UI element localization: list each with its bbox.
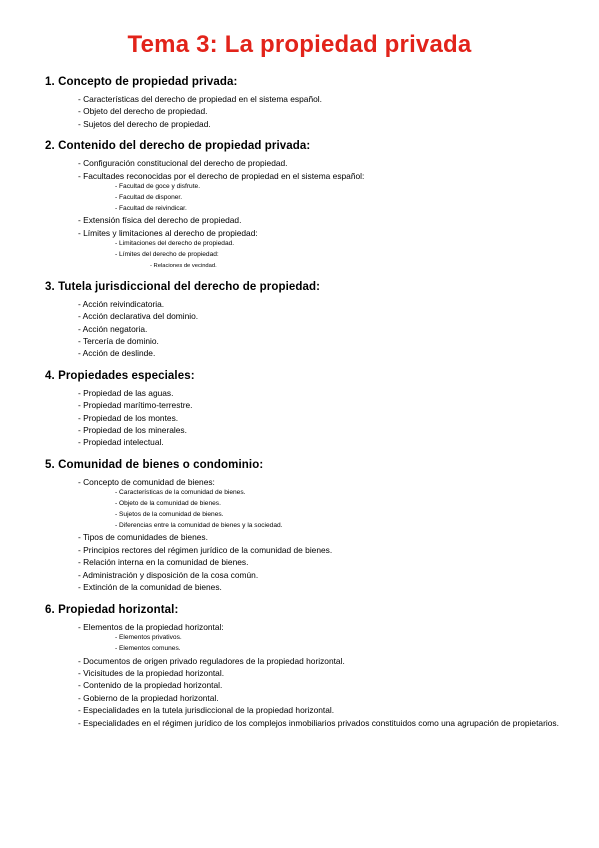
- section-heading: 6. Propiedad horizontal:: [45, 603, 179, 616]
- sub-list-item: - Facultad de reivindicar.: [115, 204, 187, 212]
- sub-list-item: - Elementos privativos.: [115, 633, 182, 641]
- list-item: - Administración y disposición de la cosa común.: [78, 569, 259, 580]
- list-item: - Especialidades en la tutela jurisdiccional de la propiedad horizontal.: [78, 705, 335, 716]
- list-item: - Documentos de origen privado reguladores de la propiedad horizontal.: [78, 655, 345, 666]
- sub-list-item: - Sujetos de la comunidad de bienes.: [115, 510, 224, 518]
- section-comunidad-de-bienes: [45, 458, 565, 594]
- sub-list-item: - Facultad de goce y disfrute.: [115, 183, 201, 191]
- list-item: - Tercería de dominio.: [78, 336, 159, 347]
- list-item: - Gobierno de la propiedad horizontal.: [78, 692, 219, 703]
- list-item: - Propiedad de las aguas.: [78, 387, 174, 398]
- list-item: - Tipos de comunidades de bienes.: [78, 532, 208, 543]
- list-item: - Propiedad intelectual.: [78, 437, 164, 448]
- list-item: - Objeto del derecho de propiedad.: [78, 106, 208, 117]
- sub-list-item: - Facultad de disponer.: [115, 193, 183, 201]
- sub-sub-list-item: - Relaciones de vecindad.: [150, 262, 217, 269]
- section-contenido: [45, 139, 565, 271]
- list-item: - Extensión física del derecho de propiedad.: [78, 215, 242, 226]
- section-concepto: [45, 75, 565, 130]
- sub-list-item: - Limitaciones del derecho de propiedad.: [115, 240, 235, 248]
- list-item: - Límites y limitaciones al derecho de propiedad:: [78, 227, 258, 238]
- list-item: - Acción negatoria.: [78, 323, 148, 334]
- sub-list-item: - Diferencias entre la comunidad de bienes y la sociedad.: [115, 521, 283, 529]
- sub-list-item: - Elementos comunes.: [115, 644, 181, 652]
- list-item: - Elementos de la propiedad horizontal:: [78, 621, 224, 632]
- section-heading: 1. Concepto de propiedad privada:: [45, 76, 238, 88]
- section-tutela: [45, 280, 565, 360]
- list-item: - Acción de deslinde.: [78, 348, 156, 359]
- list-item: - Contenido de la propiedad horizontal.: [78, 680, 223, 691]
- list-item: - Propiedad de los montes.: [78, 412, 179, 423]
- list-item: - Relación interna en la comunidad de bienes.: [78, 557, 249, 568]
- list-item: - Extinción de la comunidad de bienes.: [78, 582, 222, 593]
- list-item: - Facultades reconocidas por el derecho de propiedad en el sistema español:: [78, 170, 365, 181]
- sub-list-item: - Límites del derecho de propiedad:: [115, 251, 219, 259]
- list-item: - Propiedad de los minerales.: [78, 425, 187, 436]
- sub-list-item: - Características de la comunidad de bienes.: [115, 489, 246, 497]
- list-item: - Acción declarativa del dominio.: [78, 311, 199, 322]
- list-item: - Sujetos del derecho de propiedad.: [78, 118, 211, 129]
- section-heading: 4. Propiedades especiales:: [45, 369, 195, 382]
- list-item: - Especialidades en el régimen jurídico de los complejos inmobiliarios privados constituidos como una agrupación de propietarios.: [78, 717, 559, 728]
- list-item: - Concepto de comunidad de bienes:: [78, 476, 215, 487]
- section-heading: 2. Contenido del derecho de propiedad privada:: [45, 140, 311, 153]
- list-item: - Vicisitudes de la propiedad horizontal.: [78, 667, 225, 678]
- section-heading: 3. Tutela jurisdiccional del derecho de propiedad:: [45, 280, 321, 293]
- document-body: [45, 75, 565, 738]
- page-title: Tema 3: La propiedad privada: [127, 31, 472, 58]
- section-propiedades-especiales: [45, 369, 565, 449]
- list-item: - Configuración constitucional del derecho de propiedad.: [78, 158, 288, 169]
- section-heading: 5. Comunidad de bienes o condominio:: [45, 458, 264, 471]
- section-propiedad-horizontal: [45, 603, 565, 729]
- list-item: - Acción reivindicatoria.: [78, 298, 165, 309]
- list-item: - Propiedad marítimo-terrestre.: [78, 400, 193, 411]
- sub-list-item: - Objeto de la comunidad de bienes.: [115, 500, 221, 508]
- list-item: - Principios rectores del régimen jurídico de la comunidad de bienes.: [78, 544, 333, 555]
- list-item: - Características del derecho de propiedad en el sistema español.: [78, 94, 322, 104]
